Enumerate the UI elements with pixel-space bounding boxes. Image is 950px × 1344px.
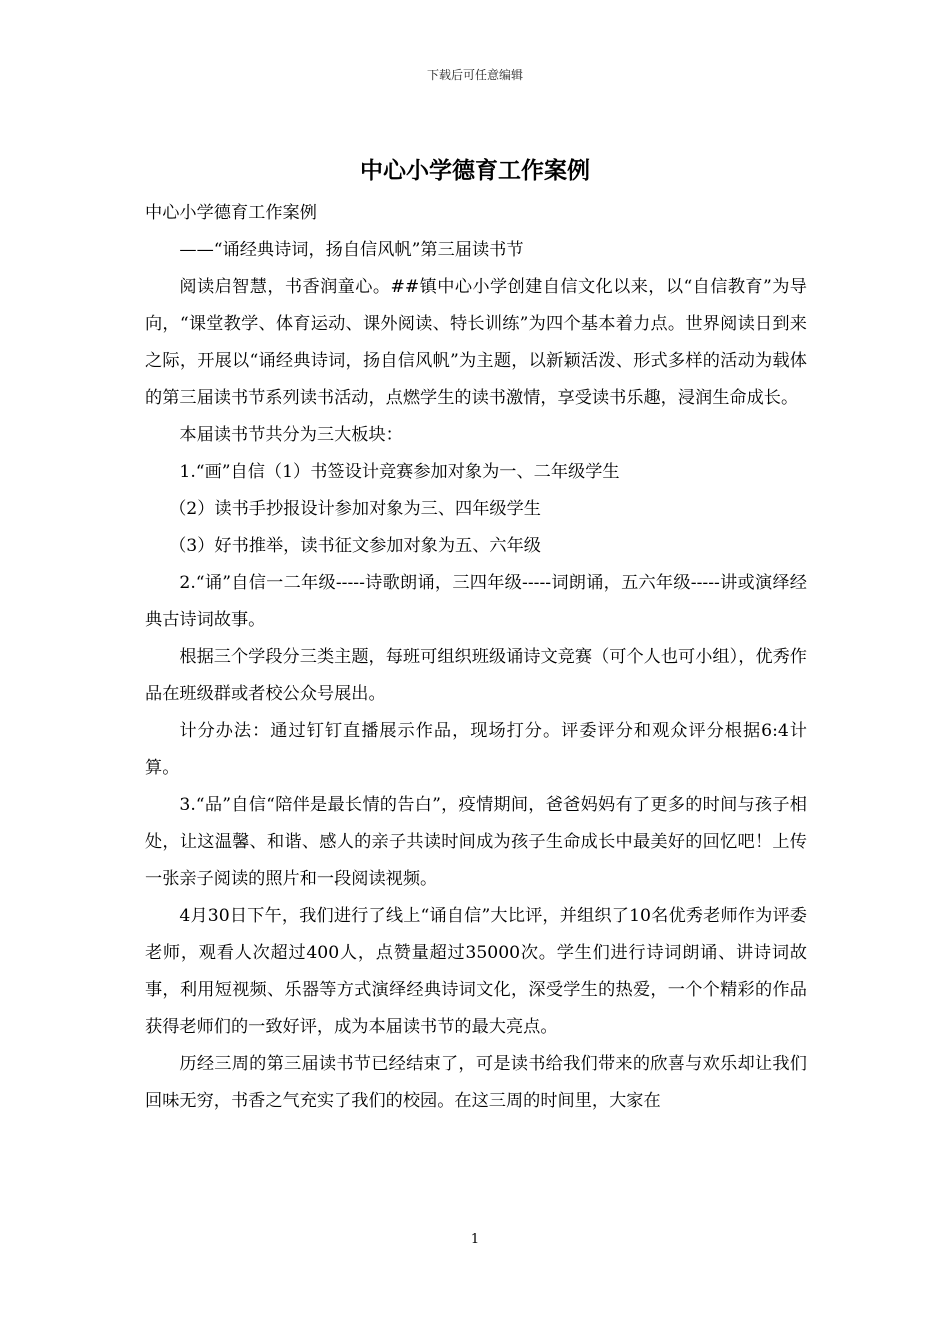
paragraph-item-2-detail: 根据三个学段分三类主题，每班可组织班级诵诗文竞赛（可个人也可小组），优秀作品在班级群或者校公众号展出。	[145, 647, 807, 704]
document-title: 中心小学德育工作案例	[360, 158, 590, 184]
paragraph-conclusion: 历经三周的第三届读书节已经结束了，可是读书给我们带来的欣喜与欢乐却让我们回味无穷，书香之气充实了我们的校园。在这三周的时间里，大家在	[145, 1054, 807, 1111]
paragraph-item-2: 2.“诵”自信一二年级-----诗歌朗诵，三四年级-----词朗诵，五六年级-----讲或演绎经典古诗词故事。	[145, 573, 807, 630]
paragraph-theme: ——“诵经典诗词，扬自信风帆”第三届读书节	[179, 240, 524, 260]
paragraph-scoring: 计分办法：通过钉钉直播展示作品，现场打分。评委评分和观众评分根据6:4计算。	[145, 721, 807, 778]
paragraph-intro: 阅读启智慧，书香润童心。##镇中心小学创建自信文化以来，以“自信教育”为导向，“课堂教学、体育运动、课外阅读、特长训练”为四个基本着力点。世界阅读日到来之际，开展以“诵经典诗词，扬自信风帆”为主题，以新颖活泼、形式多样的活动为载体的第三届读书节系列读书活动，点燃学生的读书激情，享受读书乐趣，浸润生命成长。	[145, 277, 807, 408]
paragraph-event-summary: 4月30日下午，我们进行了线上“诵自信”大比评，并组织了10名优秀老师作为评委老师，观看人次超过400人，点赞量超过35000次。学生们进行诗词朗诵、讲诗词故事，利用短视频、乐器等方式演绎经典诗词文化，深受学生的热爱，一个个精彩的作品获得老师们的一致好评，成为本届读书节的最大亮点。	[145, 906, 807, 1037]
paragraph-item-1-2: （2）读书手抄报设计参加对象为三、四年级学生	[169, 499, 541, 519]
paragraph-item-1: 1.“画”自信（1）书签设计竞赛参加对象为一、二年级学生	[179, 462, 620, 482]
paragraph-subtitle-line: 中心小学德育工作案例	[145, 203, 317, 223]
paragraph-sections: 本届读书节共分为三大板块：	[179, 425, 403, 445]
page-number: 1	[470, 1232, 480, 1247]
paragraph-item-1-3: （3）好书推举，读书征文参加对象为五、六年级	[169, 536, 541, 556]
document-body	[145, 195, 807, 1120]
header-note: 下载后可任意编辑	[426, 68, 523, 82]
paragraph-item-3: 3.“品”自信“陪伴是最长情的告白”，疫情期间，爸爸妈妈有了更多的时间与孩子相处，让这温馨、和谐、感人的亲子共读时间成为孩子生命成长中最美好的回忆吧！上传一张亲子阅读的照片和一段阅读视频。	[145, 795, 807, 889]
